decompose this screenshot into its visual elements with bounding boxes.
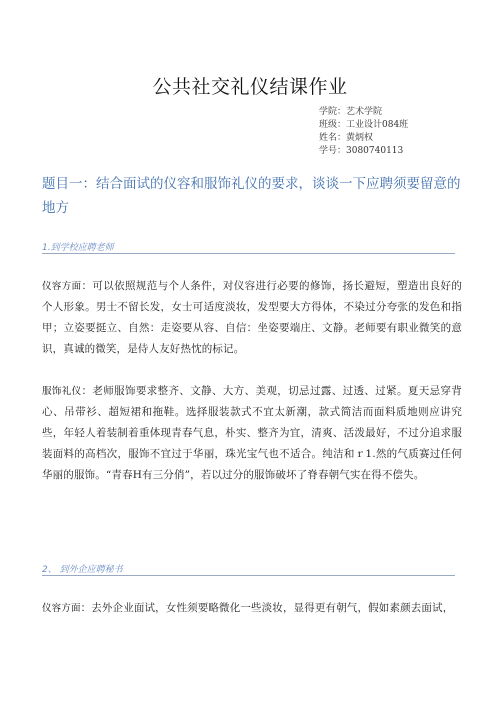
section-divider-1 xyxy=(42,253,455,254)
question-heading: 题目一：结合面试的仪容和服饰礼仪的要求，谈谈一下应聘须要留意的地方 xyxy=(42,176,461,216)
paragraph-text: ：可以依照规范与个人条件，对仪容进行必要的修饰，扬长避短，塑造出良好的个人形象。男士不留长发，女士可适度淡妆，发型要大方得体，不染过分夸张的发色和指甲；立姿要挺立、自然：走姿要从容、自信：坐姿要端庄、文静。老师要有职业微笑的意识，真诚的微笑，是侍人友好热忱的标记。 xyxy=(42,280,462,355)
paragraph-label: 仪容方面 xyxy=(42,281,82,292)
paragraph-label: 服饰礼仪 xyxy=(42,386,82,397)
class-line: 班级：工业设计084班 xyxy=(319,120,409,130)
paragraph-attire-teacher xyxy=(42,381,462,486)
student-info-block xyxy=(319,106,408,158)
name-line: 姓名：黄炳权 xyxy=(319,133,374,143)
student-id-line: 学号：3080740113 xyxy=(319,146,404,156)
paragraph-text: ：老师服饰要求整齐、文静、大方、美观，切忌过露、过透、过紧。夏天忌穿背心、吊带衫、超短裙和拖鞋。选择服装款式不宜太新潮，款式简洁而面料质地则应讲究些，年轻人着装制着重体现青春气息，朴实、整齐为宜，清爽、活泼最好，不过分追求服装面料的高档次，服饰不宜过于华丽，珠光宝气也不适合。纯洁和ｒ1.然的气质赛过任何华丽的服饰。“青春H有三分俏”，若以过分的服饰破坏了脊春朝气实在得不偿失。 xyxy=(42,385,462,481)
section-heading-1: 1.到学校应聘老师 xyxy=(42,243,114,253)
college-line: 学院：艺术学院 xyxy=(319,107,383,117)
paragraph-appearance-secretary xyxy=(42,598,462,619)
section-divider-2 xyxy=(42,575,455,576)
paragraph-text: ：去外企业面试，女性须要略微化一些淡妆，显得更有朝气，假如素颜去面试， xyxy=(80,602,454,614)
document-title: 公共社交礼仪结课作业 xyxy=(152,76,348,98)
section-heading-2: 2、 到外企应聘秘书 xyxy=(42,565,123,575)
paragraph-appearance-teacher xyxy=(42,276,462,360)
paragraph-label: 仪容方面 xyxy=(42,603,81,614)
